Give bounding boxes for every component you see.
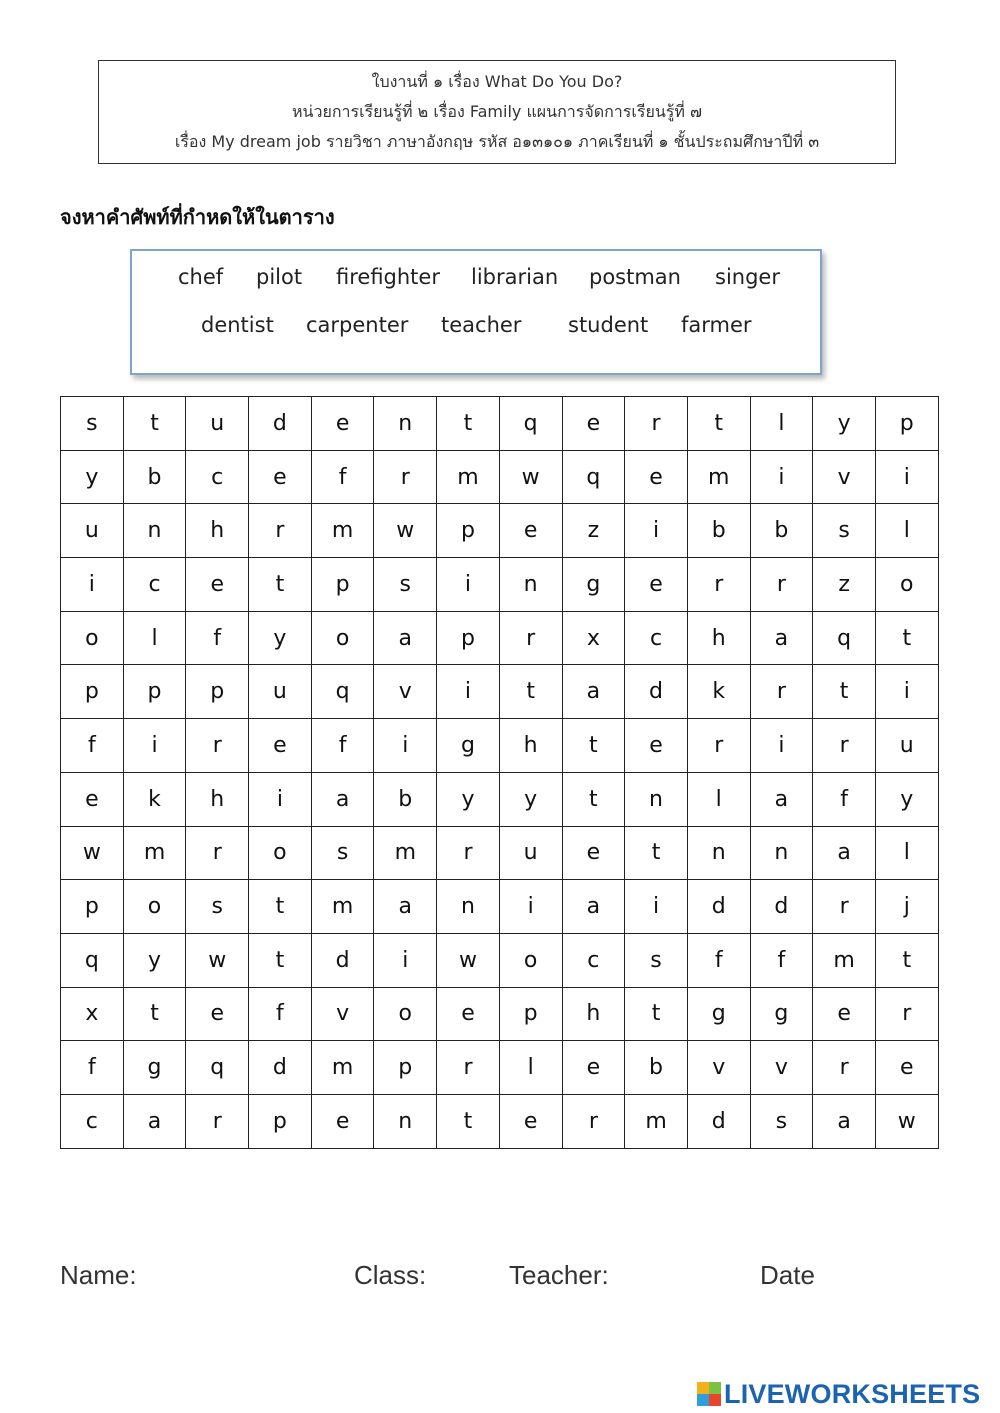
grid-cell[interactable]: f: [813, 772, 876, 826]
grid-cell[interactable]: r: [186, 719, 249, 773]
grid-row: [61, 719, 939, 773]
grid-cell[interactable]: p: [374, 1041, 437, 1095]
grid-cell[interactable]: e: [875, 1041, 938, 1095]
grid-cell[interactable]: l: [750, 397, 813, 451]
grid-cell[interactable]: p: [61, 880, 124, 934]
grid-cell[interactable]: e: [249, 719, 312, 773]
grid-cell[interactable]: c: [123, 558, 186, 612]
grid-cell[interactable]: r: [499, 611, 562, 665]
grid-cell[interactable]: m: [311, 880, 374, 934]
liveworksheets-logo-icon: [697, 1382, 721, 1406]
grid-cell[interactable]: d: [249, 397, 312, 451]
grid-cell[interactable]: l: [875, 826, 938, 880]
grid-cell[interactable]: r: [437, 826, 500, 880]
grid-cell[interactable]: p: [437, 504, 500, 558]
grid-cell[interactable]: y: [499, 772, 562, 826]
grid-cell[interactable]: f: [186, 611, 249, 665]
header-line-1: ใบงานที่ ๑ เรื่อง What Do You Do?: [371, 72, 623, 91]
grid-cell[interactable]: g: [562, 558, 625, 612]
grid-cell[interactable]: n: [499, 558, 562, 612]
grid-cell[interactable]: l: [499, 1041, 562, 1095]
grid-cell[interactable]: w: [374, 504, 437, 558]
grid-cell[interactable]: f: [311, 719, 374, 773]
grid-cell[interactable]: p: [875, 397, 938, 451]
grid-cell[interactable]: w: [875, 1094, 938, 1148]
grid-row: [61, 504, 939, 558]
grid-cell[interactable]: c: [186, 450, 249, 504]
grid-cell[interactable]: u: [186, 397, 249, 451]
grid-cell[interactable]: v: [374, 665, 437, 719]
worksheet-header-box: [98, 60, 896, 164]
grid-cell[interactable]: e: [562, 826, 625, 880]
grid-cell[interactable]: r: [687, 719, 750, 773]
grid-cell[interactable]: j: [875, 880, 938, 934]
grid-cell[interactable]: t: [123, 987, 186, 1041]
grid-cell[interactable]: n: [625, 772, 688, 826]
grid-cell[interactable]: h: [499, 719, 562, 773]
grid-row: [61, 1041, 939, 1095]
instruction-text: จงหาคำศัพท์ที่กำหดให้ในตาราง: [60, 205, 335, 229]
grid-cell[interactable]: l: [875, 504, 938, 558]
grid-cell[interactable]: r: [687, 558, 750, 612]
grid-row: [61, 665, 939, 719]
grid-cell[interactable]: z: [562, 504, 625, 558]
word-search-grid: [60, 396, 939, 1149]
grid-cell[interactable]: i: [374, 933, 437, 987]
grid-cell[interactable]: r: [750, 558, 813, 612]
date-label: Date: [760, 1260, 815, 1290]
grid-cell[interactable]: f: [61, 719, 124, 773]
grid-cell[interactable]: r: [562, 1094, 625, 1148]
grid-cell[interactable]: x: [61, 987, 124, 1041]
grid-cell[interactable]: p: [437, 611, 500, 665]
grid-cell[interactable]: a: [562, 880, 625, 934]
grid-cell[interactable]: f: [249, 987, 312, 1041]
grid-cell[interactable]: m: [374, 826, 437, 880]
grid-cell[interactable]: t: [625, 987, 688, 1041]
grid-cell[interactable]: a: [562, 665, 625, 719]
grid-cell[interactable]: m: [437, 450, 500, 504]
grid-cell[interactable]: g: [123, 1041, 186, 1095]
grid-cell[interactable]: r: [813, 1041, 876, 1095]
grid-cell[interactable]: n: [750, 826, 813, 880]
grid-cell[interactable]: t: [249, 558, 312, 612]
grid-cell[interactable]: h: [562, 987, 625, 1041]
grid-cell[interactable]: v: [687, 1041, 750, 1095]
grid-row: [61, 826, 939, 880]
grid-row: [61, 397, 939, 451]
grid-cell[interactable]: t: [687, 397, 750, 451]
grid-cell[interactable]: p: [186, 665, 249, 719]
grid-row: [61, 1094, 939, 1148]
grid-cell[interactable]: a: [311, 772, 374, 826]
grid-cell[interactable]: p: [249, 1094, 312, 1148]
grid-cell[interactable]: r: [625, 397, 688, 451]
word-bank-word: librarian: [471, 265, 559, 289]
name-label: Name:: [60, 1260, 137, 1290]
grid-cell[interactable]: e: [61, 772, 124, 826]
grid-cell[interactable]: k: [687, 665, 750, 719]
grid-cell[interactable]: y: [875, 772, 938, 826]
grid-cell[interactable]: s: [625, 933, 688, 987]
word-bank-word: postman: [589, 265, 681, 289]
grid-cell[interactable]: n: [687, 826, 750, 880]
grid-cell[interactable]: b: [750, 504, 813, 558]
grid-cell[interactable]: u: [61, 504, 124, 558]
grid-cell[interactable]: e: [625, 719, 688, 773]
grid-cell[interactable]: s: [186, 880, 249, 934]
grid-cell[interactable]: e: [499, 504, 562, 558]
grid-cell[interactable]: i: [750, 450, 813, 504]
word-bank-word: chef: [178, 265, 224, 289]
grid-cell[interactable]: w: [186, 933, 249, 987]
grid-cell[interactable]: b: [123, 450, 186, 504]
grid-cell[interactable]: r: [750, 665, 813, 719]
grid-cell[interactable]: q: [562, 450, 625, 504]
grid-cell[interactable]: y: [61, 450, 124, 504]
grid-cell[interactable]: m: [311, 1041, 374, 1095]
grid-cell[interactable]: o: [875, 558, 938, 612]
class-label: Class:: [354, 1260, 427, 1290]
grid-cell[interactable]: f: [687, 933, 750, 987]
grid-cell[interactable]: d: [687, 880, 750, 934]
grid-cell[interactable]: i: [875, 450, 938, 504]
brand-text: LIVEWORKSHEETS: [724, 1378, 981, 1409]
grid-cell[interactable]: e: [311, 397, 374, 451]
grid-cell[interactable]: m: [311, 504, 374, 558]
grid-cell[interactable]: o: [61, 611, 124, 665]
grid-cell[interactable]: t: [875, 933, 938, 987]
grid-cell[interactable]: z: [813, 558, 876, 612]
grid-cell[interactable]: k: [123, 772, 186, 826]
grid-cell[interactable]: o: [123, 880, 186, 934]
header-line-2: หน่วยการเรียนรู้ที่ ๒ เรื่อง Family แผนการจัดการเรียนรู้ที่ ๗: [291, 102, 703, 121]
grid-cell[interactable]: y: [437, 772, 500, 826]
grid-cell[interactable]: e: [562, 1041, 625, 1095]
grid-cell[interactable]: h: [687, 611, 750, 665]
grid-cell[interactable]: a: [813, 1094, 876, 1148]
grid-cell[interactable]: a: [750, 772, 813, 826]
grid-cell[interactable]: b: [625, 1041, 688, 1095]
grid-cell[interactable]: q: [186, 1041, 249, 1095]
grid-cell[interactable]: a: [813, 826, 876, 880]
grid-cell[interactable]: p: [311, 558, 374, 612]
grid-cell[interactable]: f: [61, 1041, 124, 1095]
grid-cell[interactable]: w: [437, 933, 500, 987]
grid-cell[interactable]: t: [875, 611, 938, 665]
grid-cell[interactable]: t: [437, 397, 500, 451]
word-bank-word: singer: [715, 265, 780, 289]
grid-cell[interactable]: t: [562, 772, 625, 826]
grid-cell[interactable]: h: [186, 772, 249, 826]
grid-cell[interactable]: r: [186, 1094, 249, 1148]
grid-cell[interactable]: e: [186, 987, 249, 1041]
grid-cell[interactable]: s: [374, 558, 437, 612]
liveworksheets-brand: [697, 1378, 980, 1410]
grid-cell[interactable]: t: [813, 665, 876, 719]
grid-cell[interactable]: s: [750, 1094, 813, 1148]
grid-cell[interactable]: x: [562, 611, 625, 665]
grid-cell[interactable]: t: [625, 826, 688, 880]
grid-cell[interactable]: e: [499, 1094, 562, 1148]
grid-cell[interactable]: d: [311, 933, 374, 987]
grid-cell[interactable]: i: [437, 558, 500, 612]
grid-cell[interactable]: s: [311, 826, 374, 880]
grid-cell[interactable]: v: [750, 1041, 813, 1095]
grid-row: [61, 558, 939, 612]
grid-cell[interactable]: b: [687, 504, 750, 558]
grid-row: [61, 987, 939, 1041]
grid-cell[interactable]: y: [249, 611, 312, 665]
grid-cell[interactable]: t: [123, 397, 186, 451]
grid-cell[interactable]: g: [687, 987, 750, 1041]
grid-cell[interactable]: r: [875, 987, 938, 1041]
grid-cell[interactable]: l: [123, 611, 186, 665]
grid-cell[interactable]: n: [437, 880, 500, 934]
grid-row: [61, 933, 939, 987]
grid-cell[interactable]: r: [374, 450, 437, 504]
grid-cell[interactable]: o: [249, 826, 312, 880]
grid-cell[interactable]: h: [186, 504, 249, 558]
grid-cell[interactable]: i: [123, 719, 186, 773]
word-bank-word: dentist: [201, 313, 274, 337]
grid-cell[interactable]: i: [625, 504, 688, 558]
grid-cell[interactable]: i: [625, 880, 688, 934]
word-bank-word: farmer: [681, 313, 752, 337]
grid-cell[interactable]: m: [687, 450, 750, 504]
grid-cell[interactable]: y: [123, 933, 186, 987]
grid-cell[interactable]: s: [813, 504, 876, 558]
grid-cell[interactable]: t: [249, 933, 312, 987]
grid-cell[interactable]: e: [311, 1094, 374, 1148]
grid-cell[interactable]: y: [813, 397, 876, 451]
grid-cell[interactable]: f: [311, 450, 374, 504]
grid-cell[interactable]: t: [249, 880, 312, 934]
grid-cell[interactable]: i: [61, 558, 124, 612]
grid-cell[interactable]: i: [437, 665, 500, 719]
grid-cell[interactable]: f: [750, 933, 813, 987]
grid-cell[interactable]: u: [875, 719, 938, 773]
grid-cell[interactable]: u: [249, 665, 312, 719]
grid-cell[interactable]: t: [562, 719, 625, 773]
grid-cell[interactable]: o: [374, 987, 437, 1041]
grid-cell[interactable]: r: [249, 504, 312, 558]
grid-cell[interactable]: c: [61, 1094, 124, 1148]
grid-cell[interactable]: m: [813, 933, 876, 987]
grid-cell[interactable]: l: [687, 772, 750, 826]
grid-cell[interactable]: i: [499, 880, 562, 934]
grid-cell[interactable]: o: [499, 933, 562, 987]
grid-cell[interactable]: e: [437, 987, 500, 1041]
grid-cell[interactable]: n: [123, 504, 186, 558]
teacher-label: Teacher:: [509, 1260, 609, 1290]
grid-cell[interactable]: i: [374, 719, 437, 773]
grid-cell[interactable]: s: [61, 397, 124, 451]
grid-row: [61, 450, 939, 504]
grid-row: [61, 611, 939, 665]
grid-cell[interactable]: t: [499, 665, 562, 719]
grid-cell[interactable]: r: [813, 719, 876, 773]
grid-cell[interactable]: p: [499, 987, 562, 1041]
grid-cell[interactable]: e: [186, 558, 249, 612]
grid-cell[interactable]: m: [123, 826, 186, 880]
grid-cell[interactable]: d: [687, 1094, 750, 1148]
grid-cell[interactable]: p: [61, 665, 124, 719]
grid-cell[interactable]: d: [249, 1041, 312, 1095]
grid-cell[interactable]: v: [311, 987, 374, 1041]
grid-cell[interactable]: g: [437, 719, 500, 773]
grid-cell[interactable]: a: [750, 611, 813, 665]
grid-cell[interactable]: r: [186, 826, 249, 880]
grid-cell[interactable]: i: [875, 665, 938, 719]
grid-cell[interactable]: e: [249, 450, 312, 504]
grid-cell[interactable]: m: [625, 1094, 688, 1148]
grid-cell[interactable]: q: [61, 933, 124, 987]
grid-cell[interactable]: d: [750, 880, 813, 934]
word-bank-word: firefighter: [336, 265, 440, 289]
grid-cell[interactable]: q: [499, 397, 562, 451]
grid-cell[interactable]: c: [562, 933, 625, 987]
grid-cell[interactable]: w: [499, 450, 562, 504]
grid-cell[interactable]: e: [813, 987, 876, 1041]
grid-cell[interactable]: o: [311, 611, 374, 665]
grid-cell[interactable]: q: [311, 665, 374, 719]
grid-cell[interactable]: t: [437, 1094, 500, 1148]
grid-cell[interactable]: e: [625, 450, 688, 504]
grid-row: [61, 772, 939, 826]
grid-cell[interactable]: i: [750, 719, 813, 773]
word-bank-word: pilot: [256, 265, 303, 289]
grid-cell[interactable]: g: [750, 987, 813, 1041]
grid-cell[interactable]: r: [437, 1041, 500, 1095]
grid-cell[interactable]: e: [625, 558, 688, 612]
grid-cell[interactable]: c: [625, 611, 688, 665]
grid-cell[interactable]: w: [61, 826, 124, 880]
grid-row: [61, 880, 939, 934]
grid-cell[interactable]: u: [499, 826, 562, 880]
grid-cell[interactable]: n: [374, 397, 437, 451]
word-bank-word: carpenter: [306, 313, 409, 337]
word-bank-word: teacher: [441, 313, 522, 337]
grid-cell[interactable]: v: [813, 450, 876, 504]
grid-cell[interactable]: a: [123, 1094, 186, 1148]
header-line-3: เรื่อง My dream job รายวิชา ภาษาอังกฤษ รหัส อ๑๓๑๐๑ ภาคเรียนที่ ๑ ชั้นประถมศึกษาปีที่ ๓: [174, 132, 820, 151]
grid-cell[interactable]: a: [374, 611, 437, 665]
grid-cell[interactable]: a: [374, 880, 437, 934]
word-bank-word: student: [568, 313, 649, 337]
grid-cell[interactable]: e: [562, 397, 625, 451]
grid-cell[interactable]: r: [813, 880, 876, 934]
grid-cell[interactable]: d: [625, 665, 688, 719]
grid-cell[interactable]: p: [123, 665, 186, 719]
grid-cell[interactable]: n: [374, 1094, 437, 1148]
grid-cell[interactable]: q: [813, 611, 876, 665]
grid-cell[interactable]: b: [374, 772, 437, 826]
word-bank: [130, 249, 822, 375]
grid-cell[interactable]: i: [249, 772, 312, 826]
